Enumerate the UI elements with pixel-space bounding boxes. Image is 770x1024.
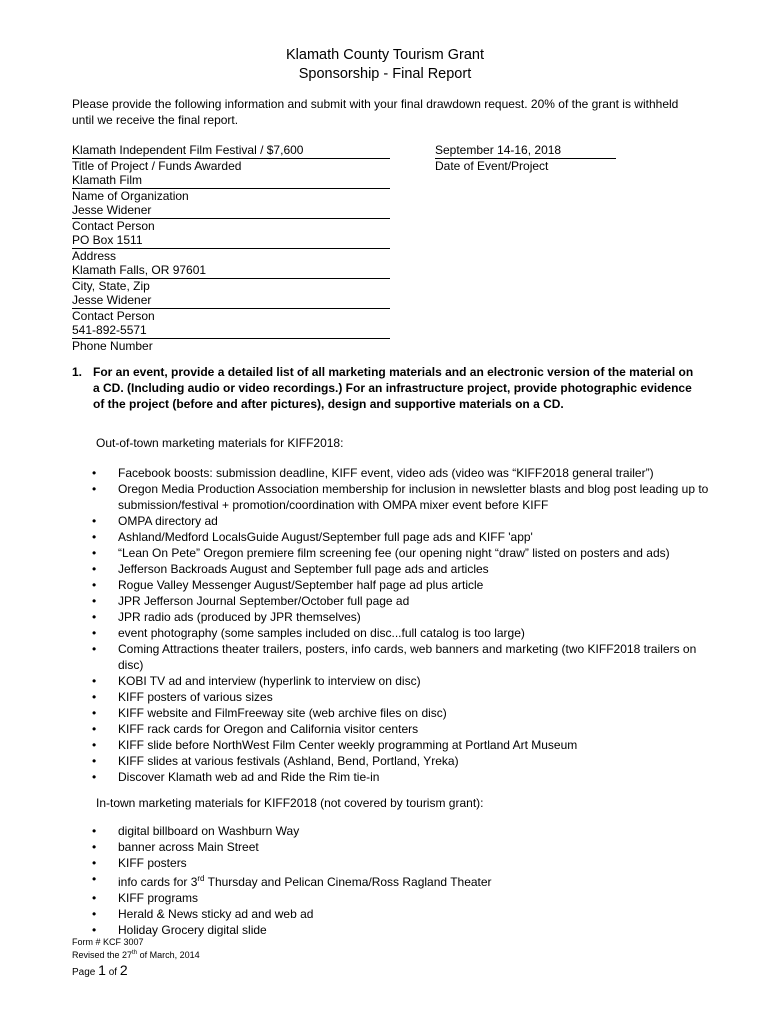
field-label: Title of Project / Funds Awarded bbox=[72, 159, 242, 173]
info-cards-text-a: info cards for 3 bbox=[118, 875, 198, 889]
in-town-heading: In-town marketing materials for KIFF2018 (not covered by tourism grant): bbox=[96, 796, 484, 810]
question-text: For an event, provide a detailed list of all marketing materials and an electronic version of the material on a CD. (Including audio or video recordings.) For an infrastructure project, provide photographic evidence of the project (before and after pictures), design and supportive materials on a CD. bbox=[93, 365, 694, 411]
field-city-state-zip bbox=[72, 263, 390, 294]
list-item: • Coming Attractions theater trailers, posters, info cards, web banners and marketing (two KIFF2018 trailers on disc) bbox=[92, 641, 712, 673]
field-organization bbox=[72, 173, 390, 204]
field-label: City, State, Zip bbox=[72, 279, 150, 293]
field-label: Phone Number bbox=[72, 339, 153, 353]
out-of-town-heading: Out-of-town marketing materials for KIFF2018: bbox=[96, 436, 344, 450]
page-number bbox=[72, 962, 128, 978]
revision-text-a: Revised the 27 bbox=[72, 950, 133, 960]
list-item: • event photography (some samples included on disc...full catalog is too large) bbox=[92, 625, 712, 641]
page-total: 2 bbox=[119, 962, 128, 978]
intro-paragraph: Please provide the following information and submit with your final drawdown request. 20% of the grant is withheld until we receive the final report. bbox=[72, 97, 679, 127]
page-of: of bbox=[105, 967, 120, 978]
list-item: • Facebook boosts: submission deadline, KIFF event, video ads (video was “KIFF2018 general trailer”) bbox=[92, 465, 712, 481]
field-label: Contact Person bbox=[72, 219, 155, 233]
info-cards-sup: rd bbox=[197, 874, 205, 883]
field-value: Klamath Independent Film Festival / $7,600 bbox=[72, 143, 390, 159]
info-cards-text-b: Thursday and Pelican Cinema/Ross Ragland Theater bbox=[204, 875, 492, 889]
list-item: • KIFF website and FilmFreeway site (web archive files on disc) bbox=[92, 705, 712, 721]
field-label: Name of Organization bbox=[72, 189, 189, 203]
list-item: • KIFF rack cards for Oregon and California visitor centers bbox=[92, 721, 712, 737]
field-label: Date of Event/Project bbox=[435, 159, 549, 173]
list-item: • Rogue Valley Messenger August/September half page ad plus article bbox=[92, 577, 712, 593]
revision-text-b: of March, 2014 bbox=[137, 950, 200, 960]
list-item: • KOBI TV ad and interview (hyperlink to interview on disc) bbox=[92, 673, 712, 689]
list-item: • “Lean On Pete” Oregon premiere film screening fee (our opening night “draw” listed on posters and ads) bbox=[92, 545, 712, 561]
list-item: • KIFF posters of various sizes bbox=[92, 689, 712, 705]
field-contact-person bbox=[72, 203, 390, 234]
list-item: • KIFF slides at various festivals (Ashland, Bend, Portland, Yreka) bbox=[92, 753, 712, 769]
field-project-title bbox=[72, 143, 390, 174]
list-item: • Herald & News sticky ad and web ad bbox=[92, 906, 712, 922]
field-value: Jesse Widener bbox=[72, 203, 390, 219]
field-value: 541-892-5571 bbox=[72, 323, 390, 339]
field-phone-number bbox=[72, 323, 390, 354]
list-item: • Oregon Media Production Association membership for inclusion in newsletter blasts and blog post leading up to submission/festival + promotion/coordination with OMPA mixer event before KIFF bbox=[92, 481, 712, 513]
list-item: • KIFF posters bbox=[92, 855, 712, 871]
list-item: • Holiday Grocery digital slide bbox=[92, 922, 712, 938]
list-item: • KIFF programs bbox=[92, 890, 712, 906]
field-value: PO Box 1511 bbox=[72, 233, 390, 249]
list-item: • Discover Klamath web ad and Ride the Rim tie-in bbox=[92, 769, 712, 785]
list-item: • digital billboard on Washburn Way bbox=[92, 823, 712, 839]
field-event-date bbox=[435, 143, 616, 174]
field-value: Jesse Widener bbox=[72, 293, 390, 309]
in-town-list bbox=[92, 823, 712, 938]
document-title: Klamath County Tourism Grant bbox=[286, 47, 484, 63]
list-item: • OMPA directory ad bbox=[92, 513, 712, 529]
field-address bbox=[72, 233, 390, 264]
list-item: • KIFF slide before NorthWest Film Center weekly programming at Portland Art Museum bbox=[92, 737, 712, 753]
list-item-info-cards bbox=[92, 871, 712, 890]
form-number: Form # KCF 3007 bbox=[72, 937, 144, 947]
revision-sup: th bbox=[132, 950, 138, 956]
question-1 bbox=[72, 364, 702, 412]
list-item: • JPR radio ads (produced by JPR themselves) bbox=[92, 609, 712, 625]
field-contact-person-2 bbox=[72, 293, 390, 324]
out-of-town-list bbox=[92, 465, 712, 785]
question-number: 1. bbox=[72, 365, 83, 379]
field-value: Klamath Falls, OR 97601 bbox=[72, 263, 390, 279]
field-label: Address bbox=[72, 249, 117, 263]
revision-date bbox=[72, 948, 200, 961]
field-label: Contact Person bbox=[72, 309, 155, 323]
field-value: September 14-16, 2018 bbox=[435, 143, 616, 159]
page-current: 1 bbox=[98, 962, 106, 978]
field-value: Klamath Film bbox=[72, 173, 390, 189]
document-subtitle: Sponsorship - Final Report bbox=[298, 66, 472, 82]
list-item: • Ashland/Medford LocalsGuide August/September full page ads and KIFF 'app' bbox=[92, 529, 712, 545]
page-word: Page bbox=[72, 967, 99, 978]
list-item: • Jefferson Backroads August and September full page ads and articles bbox=[92, 561, 712, 577]
list-item: • banner across Main Street bbox=[92, 839, 712, 855]
list-item: • JPR Jefferson Journal September/October full page ad bbox=[92, 593, 712, 609]
